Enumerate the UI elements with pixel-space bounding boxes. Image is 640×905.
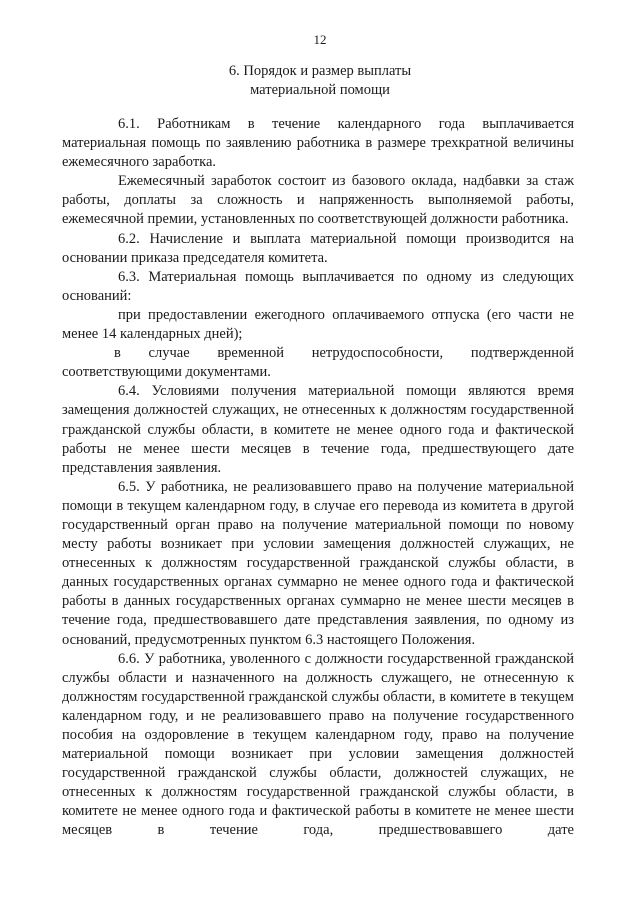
paragraph-6-2: 6.2. Начисление и выплата материальной помощи производится на основании приказа председателя комитета.	[62, 230, 574, 266]
document-body	[62, 115, 574, 841]
paragraph-sick-leave-basis: в случае временной нетрудоспособности, подтвержденной соответствующими документами.	[62, 345, 574, 381]
paragraph-6-5: 6.5. У работника, не реализовавшего право на получение материальной помощи в текущем календарном году, в случае его перевода из комитета в другой государственный орган право на получение материальной помощи по новому месту работы возникает при условии замещения должностей служащих, не отнесенных к должностям государственной гражданской службы области, в данных государственных органах суммарно не менее одного года и фактической работы в данных государственных органах суммарно не менее шести месяцев в течение года, предшествовавшего дате представления заявления, по одному из оснований, предусмотренных пунктом 6.3 настоящего Положения.	[62, 478, 574, 648]
paragraph-6-4: 6.4. Условиями получения материальной помощи являются время замещения должностей служащих, не отнесенных к должностям государственной гражданской службы области, в комитете не менее одного года и фактической работы не менее шести месяцев в течение года, предшествующего дате представления заявления.	[62, 383, 574, 476]
section-title-line-1: 6. Порядок и размер выплаты	[228, 63, 412, 79]
section-title	[60, 62, 580, 100]
section-title-line-2: материальной помощи	[250, 82, 390, 98]
paragraph-vacation-basis: при предоставлении ежегодного оплачиваемого отпуска (его части не менее 14 календарных дней);	[62, 306, 574, 343]
paragraph-6-3: 6.3. Материальная помощь выплачивается по одному из следующих оснований:	[62, 268, 574, 304]
paragraph-monthly-earnings: Ежемесячный заработок состоит из базового оклада, надбавки за стаж работы, доплаты за сложность и напряженность выполняемой работы, ежемесячной премии, установленных по соответствующей должности работника.	[62, 173, 574, 228]
paragraph-6-1: 6.1. Работникам в течение календарного года выплачивается материальная помощь по заявлению работника в размере трехкратной величины ежемесячного заработка.	[62, 116, 574, 171]
paragraph-6-6: 6.6. У работника, уволенного с должности государственной гражданской службы области и назначенного на должность служащего, не отнесенную к должностям государственной гражданской службы области, в комитете в текущем календарном году, и не реализовавшего право на получение государственного пособия на оздоровление в текущем календарном году, право на получение материальной помощи возникает при условии замещения должностей государственной гражданской службы области, должностей служащих, не отнесенных к должностям государственной гражданской службы области, в комитете не менее одного года и фактической работы в комитете не менее шести месяцев в течение года, предшествовавшего дате	[62, 650, 574, 839]
page-number: 12	[313, 32, 327, 47]
